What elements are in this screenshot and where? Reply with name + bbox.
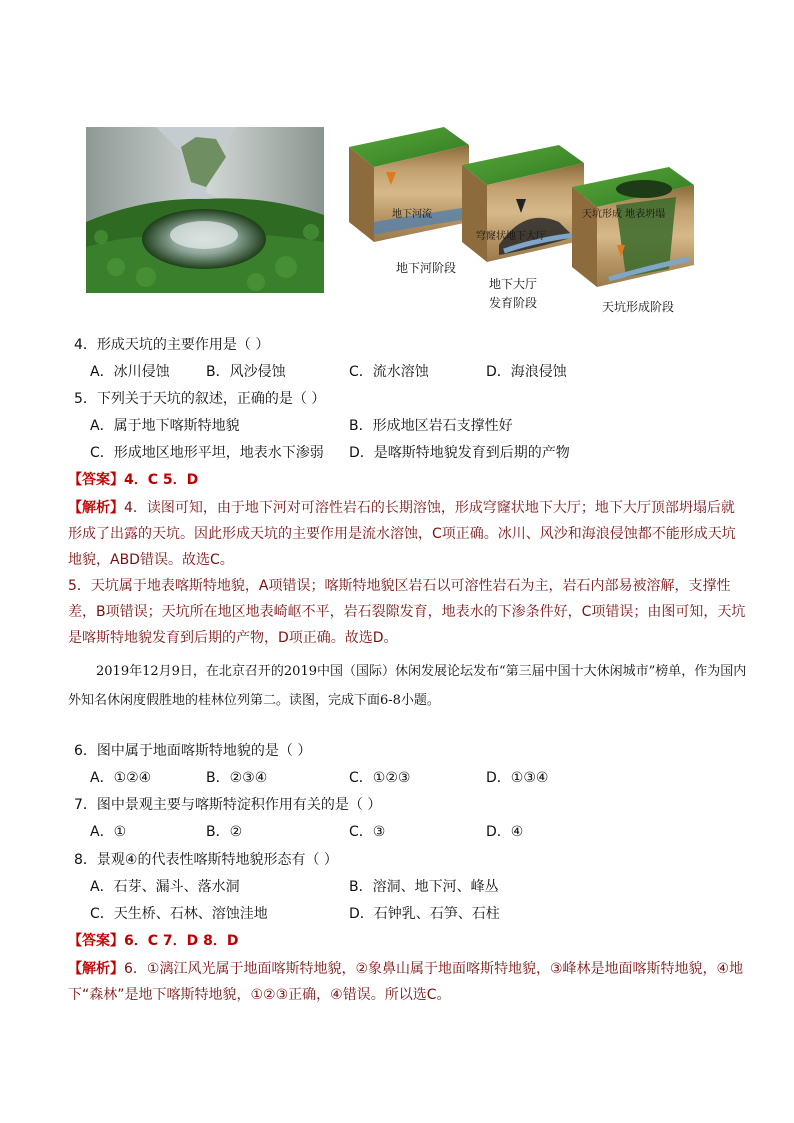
question-7-option-d: D．④ xyxy=(486,824,524,840)
intro-paragraph: 2019年12月9日，在北京召开的2019中国（国际）休闲发展论坛发布“第三届中国十大休闲城市”榜单，作为国内外知名休闲度假胜地的桂林位列第二。读图，完成下面6-8小题。 xyxy=(68,664,747,708)
explanation-4-text: 4．读图可知，由于地下河对可溶性岩石的长期溶蚀，形成穹窿状地下大厅；地下大厅顶部坍塌后就形成了出露的天坑。因此形成天坑的主要作用是流水溶蚀，C项正确。冰川、风沙和海浪侵蚀都不能形成天坑地貌，ABD错误。故选C。 xyxy=(68,500,736,568)
question-7-stem: 7．图中景观主要与喀斯特淀积作用有关的是（ ） xyxy=(74,797,382,813)
question-8-option-b: B．溶洞、地下河、峰丛 xyxy=(349,879,499,895)
question-8-stem: 8．景观④的代表性喀斯特地貌形态有（ ） xyxy=(74,852,338,868)
stage-label-tiankeng: 天坑形成阶段 xyxy=(602,300,675,314)
question-5-option-a: A．属于地下喀斯特地貌 xyxy=(90,418,240,434)
stage-label-hall-line1: 地下大厅 xyxy=(489,277,538,291)
question-8-option-d: D．石钟乳、石笋、石柱 xyxy=(349,906,500,922)
question-5-option-b: B．形成地区岩石支撑性好 xyxy=(349,418,513,434)
question-7-option-a: A．① xyxy=(90,824,127,840)
explanation-5-text: 5．天坑属于地表喀斯特地貌，A项错误；喀斯特地貌区岩石以可溶性岩石为主，岩石内部易被溶解，支撑性差，B项错误；天坑所在地区地表崎岖不平，岩石裂隙发育，地表水的下渗条件好，C项错误；由图可知，天坑是喀斯特地貌发育到后期的产物，D项正确。故选D。 xyxy=(68,578,746,646)
diagram-label-collapse: 天坑形成 地表坍塌 xyxy=(582,209,666,220)
block-tiankeng-formed xyxy=(572,167,694,287)
question-8-option-c: C．天生桥、石林、溶蚀洼地 xyxy=(90,906,268,922)
question-5-option-c: C．形成地区地形平坦，地表水下渗弱 xyxy=(90,445,324,461)
answer-value: 4．C 5．D xyxy=(124,472,199,488)
block-underground-hall xyxy=(462,145,584,262)
question-6-option-b: B．②③④ xyxy=(206,770,268,786)
explanation-tag: 【解析】 xyxy=(68,500,124,516)
question-7-option-b: B．② xyxy=(206,824,243,840)
answer-tag: 【答案】 xyxy=(68,933,124,949)
answer-4-5 xyxy=(68,470,198,490)
stage-label-hall-line2: 发育阶段 xyxy=(489,296,538,310)
tiankeng-photo xyxy=(86,127,324,293)
question-6-stem: 6．图中属于地面喀斯特地貌的是（ ） xyxy=(74,743,312,759)
tiankeng-photo-drawing xyxy=(86,127,324,293)
question-6-option-d: D．①③④ xyxy=(486,770,549,786)
question-7-option-c: C．③ xyxy=(349,824,386,840)
answer-6-8 xyxy=(68,931,239,951)
diagram-label-hall: 穹窿状地下大厅 xyxy=(476,231,546,242)
explanation-5 xyxy=(68,573,748,651)
explanation-4 xyxy=(68,495,748,573)
question-4-option-b: B．风沙侵蚀 xyxy=(206,364,286,380)
question-4-stem: 4．形成天坑的主要作用是（ ） xyxy=(74,337,270,353)
question-5-option-d: D．是喀斯特地貌发育到后期的产物 xyxy=(349,445,570,461)
question-8-option-a: A．石芽、漏斗、落水洞 xyxy=(90,879,240,895)
question-4-option-c: C．流水溶蚀 xyxy=(349,364,429,380)
question-5-stem: 5．下列关于天坑的叙述，正确的是（ ） xyxy=(74,391,326,407)
question-6-option-c: C．①②③ xyxy=(349,770,411,786)
answer-value: 6．C 7．D 8．D xyxy=(124,933,239,949)
question-4-option-a: A．冰川侵蚀 xyxy=(90,364,170,380)
explanation-6 xyxy=(68,956,748,1008)
question-4-option-d: D．海浪侵蚀 xyxy=(486,364,567,380)
block-underground-river xyxy=(349,127,469,242)
diagram-label-river: 地下河流 xyxy=(392,209,432,220)
stage-label-river: 地下河阶段 xyxy=(396,261,457,275)
tiankeng-formation-diagram xyxy=(344,127,696,319)
question-6-option-a: A．①②④ xyxy=(90,770,152,786)
explanation-6-text: 6．①漓江风光属于地面喀斯特地貌，②象鼻山属于地面喀斯特地貌，③峰林是地面喀斯特地貌，④地下“森林”是地下喀斯特地貌，①②③正确，④错误。所以选C。 xyxy=(68,961,744,1003)
explanation-tag: 【解析】 xyxy=(68,961,124,977)
answer-tag: 【答案】 xyxy=(68,472,124,488)
